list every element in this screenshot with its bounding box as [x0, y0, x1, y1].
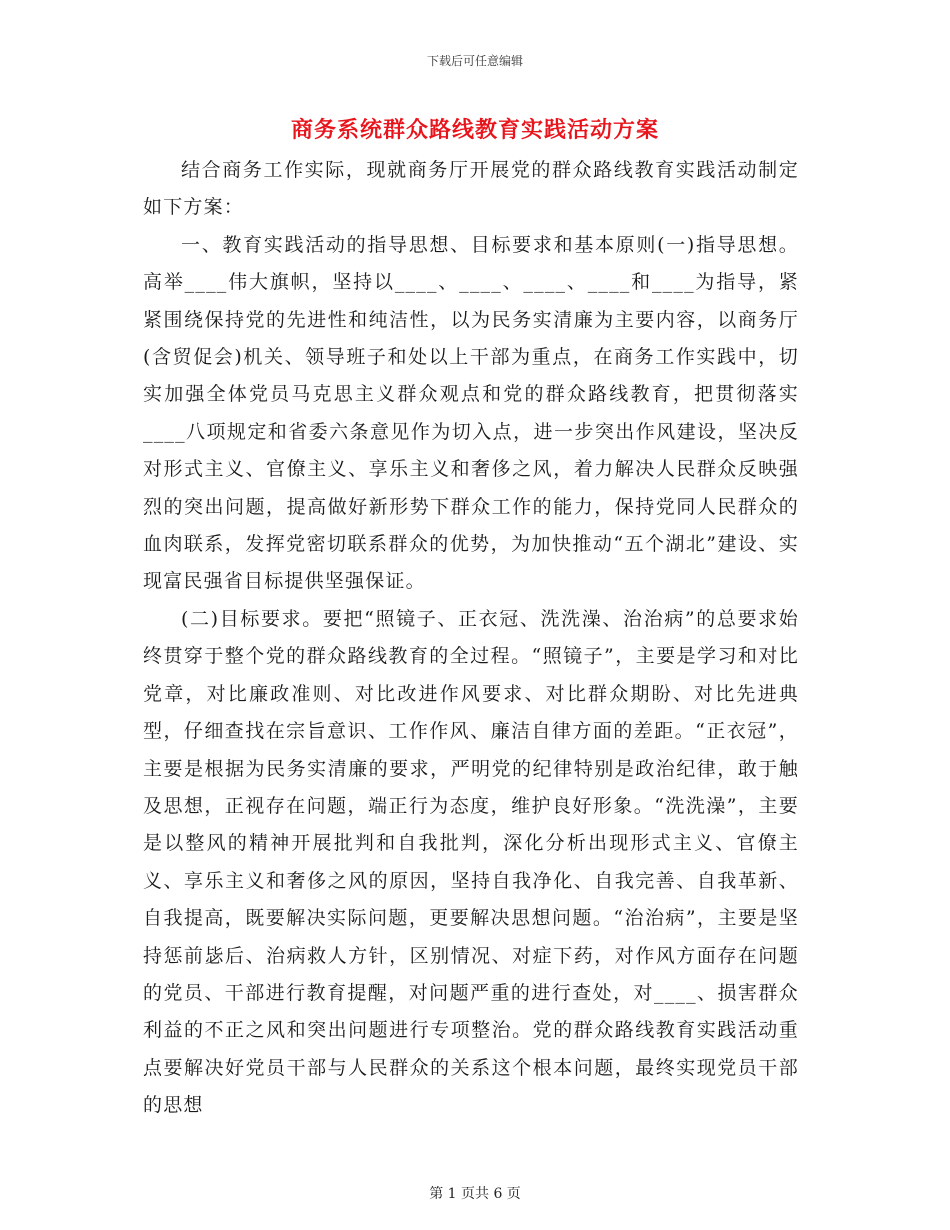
- page-header-note: 下载后可任意编辑: [426, 54, 523, 68]
- document-body: [143, 152, 799, 1125]
- document-title: 商务系统群众路线教育实践活动方案: [290, 117, 659, 143]
- paragraph-guiding-thought: 一、教育实践活动的指导思想、目标要求和基本原则(一)指导思想。高举____伟大旗帜，坚持以____、____、____、____和____为指导，紧紧围绕保持党的先进性和纯洁性，以为民务实清廉为主要内容，以商务厅(含贸促会)机关、领导班子和处以上干部为重点，在商务工作实践中，切实加强全体党员马克思主义群众观点和党的群众路线教育，把贯彻落实____八项规定和省委六条意见作为切入点，进一步突出作风建设，坚决反对形式主义、官僚主义、享乐主义和奢侈之风，着力解决人民群众反映强烈的突出问题，提高做好新形势下群众工作的能力，保持党同人民群众的血肉联系，发挥党密切联系群众的优势，为加快推动“五个湖北”建设、实现富民强省目标提供坚强保证。: [143, 233, 799, 593]
- page-number: 第 1 页共 6 页: [429, 1186, 521, 1202]
- paragraph-goals: (二)目标要求。要把“照镜子、正衣冠、洗洗澡、治治病”的总要求始终贯穿于整个党的群众路线教育的全过程。“照镜子”，主要是学习和对比党章，对比廉政准则、对比改进作风要求、对比群众期盼、对比先进典型，仔细查找在宗旨意识、工作作风、廉洁自律方面的差距。“正衣冠”，主要是根据为民务实清廉的要求，严明党的纪律特别是政治纪律，敢于触及思想，正视存在问题，端正行为态度，维护良好形象。“洗洗澡”，主要是以整风的精神开展批判和自我批判，深化分析出现形式主义、官僚主义、享乐主义和奢侈之风的原因，坚持自我净化、自我完善、自我革新、自我提高，既要解决实际问题，更要解决思想问题。“治治病”，主要是坚持惩前毖后、治病救人方针，区别情况、对症下药，对作风方面存在问题的党员、干部进行教育提醒，对问题严重的进行查处，对____、损害群众利益的不正之风和突出问题进行专项整治。党的群众路线教育实践活动重点要解决好党员干部与人民群众的关系这个根本问题，最终实现党员干部的思想: [143, 607, 799, 1117]
- paragraph-intro: 结合商务工作实际，现就商务厅开展党的群众路线教育实践活动制定如下方案：: [143, 159, 799, 219]
